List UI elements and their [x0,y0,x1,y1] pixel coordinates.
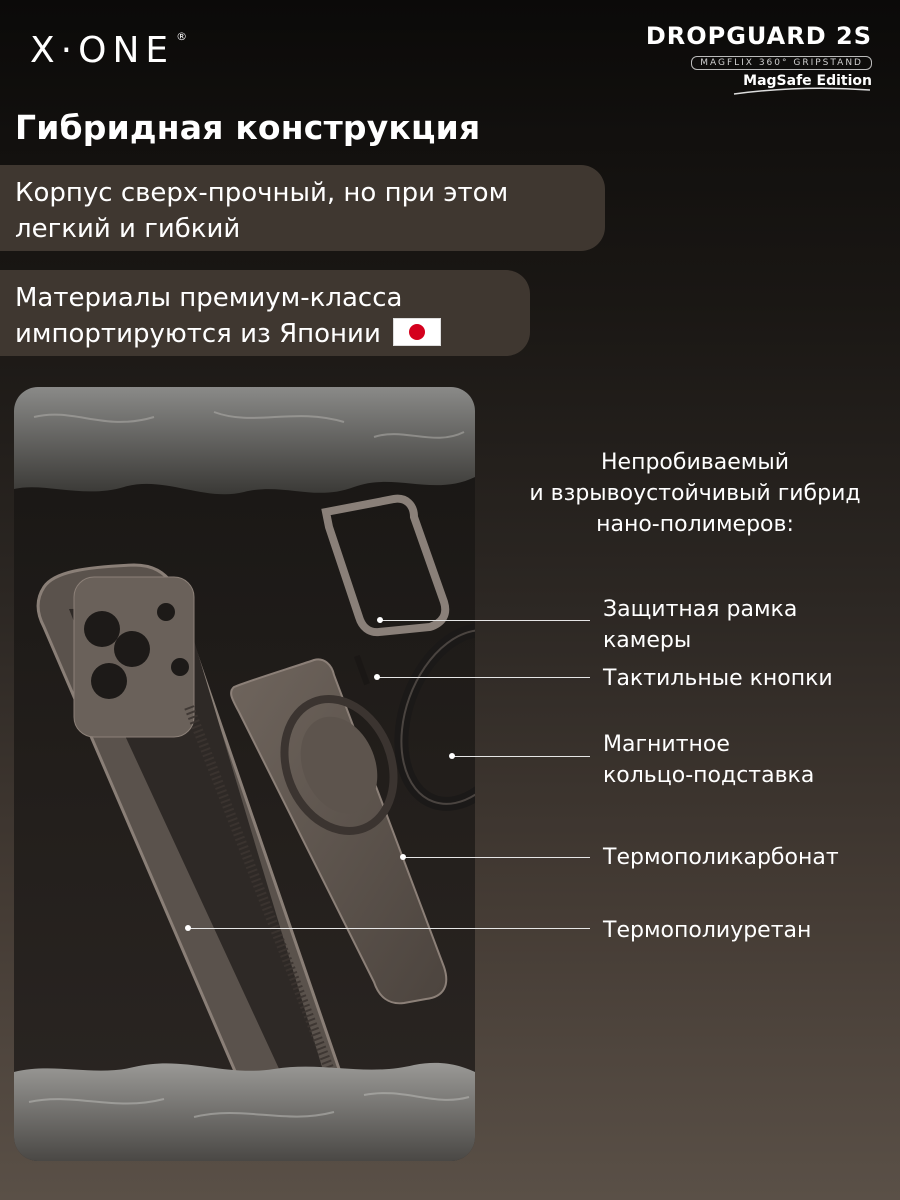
tactile-buttons [354,545,475,685]
pointer-dot [377,617,383,623]
product-subline: MAGFLIX 360° GRIPSTAND [691,56,872,70]
label-tactile-buttons: Тактильные кнопки [603,666,833,691]
material-description [495,447,895,540]
leader-line-camera-frame [380,620,590,621]
description-line: и взрывоустойчивый гибрид [529,481,861,506]
label-camera-frame: Защитная рамка камеры [603,597,798,653]
leader-line-buttons [377,677,590,678]
pointer-dot [374,674,380,680]
product-badge [646,22,872,95]
leader-line-polyurethane [188,928,590,929]
product-name: DROPGUARD 2S [645,22,872,50]
exploded-view-illustration [14,387,475,1161]
feature-pill-strength [0,165,605,251]
product-edition: MagSafe Edition [743,73,872,89]
page-title: Гибридная конструкция [15,108,481,147]
bottom-rock [14,1063,475,1161]
feature-line: Материалы премиум-класса [15,283,403,313]
top-rock [14,387,475,494]
japan-flag-icon [393,318,441,346]
label-polyurethane: Термополиуретан [603,918,812,943]
pointer-dot [449,753,455,759]
feature-line: Корпус сверх-прочный, но при этом [15,178,509,208]
description-line: нано-полимеров: [596,512,794,537]
feature-line: легкий и гибкий [15,214,241,244]
registered-mark: ® [176,30,188,43]
label-magnetic-ring: Магнитное кольцо-подставка [603,732,815,788]
pointer-dot [400,854,406,860]
description-line: Непробиваемый [601,450,789,475]
pointer-dot [185,925,191,931]
brand-logo [30,30,187,71]
logo-text: X·ONE [30,30,175,71]
label-polycarbonate: Термополикарбонат [603,845,839,870]
camera-frame [326,499,445,632]
feature-pill-materials [0,270,530,356]
leader-line-polycarbonate [403,857,590,858]
leader-line-ring [452,756,590,757]
feature-line: импортируются из Японии [15,316,504,352]
product-exploded-photo [14,387,475,1161]
